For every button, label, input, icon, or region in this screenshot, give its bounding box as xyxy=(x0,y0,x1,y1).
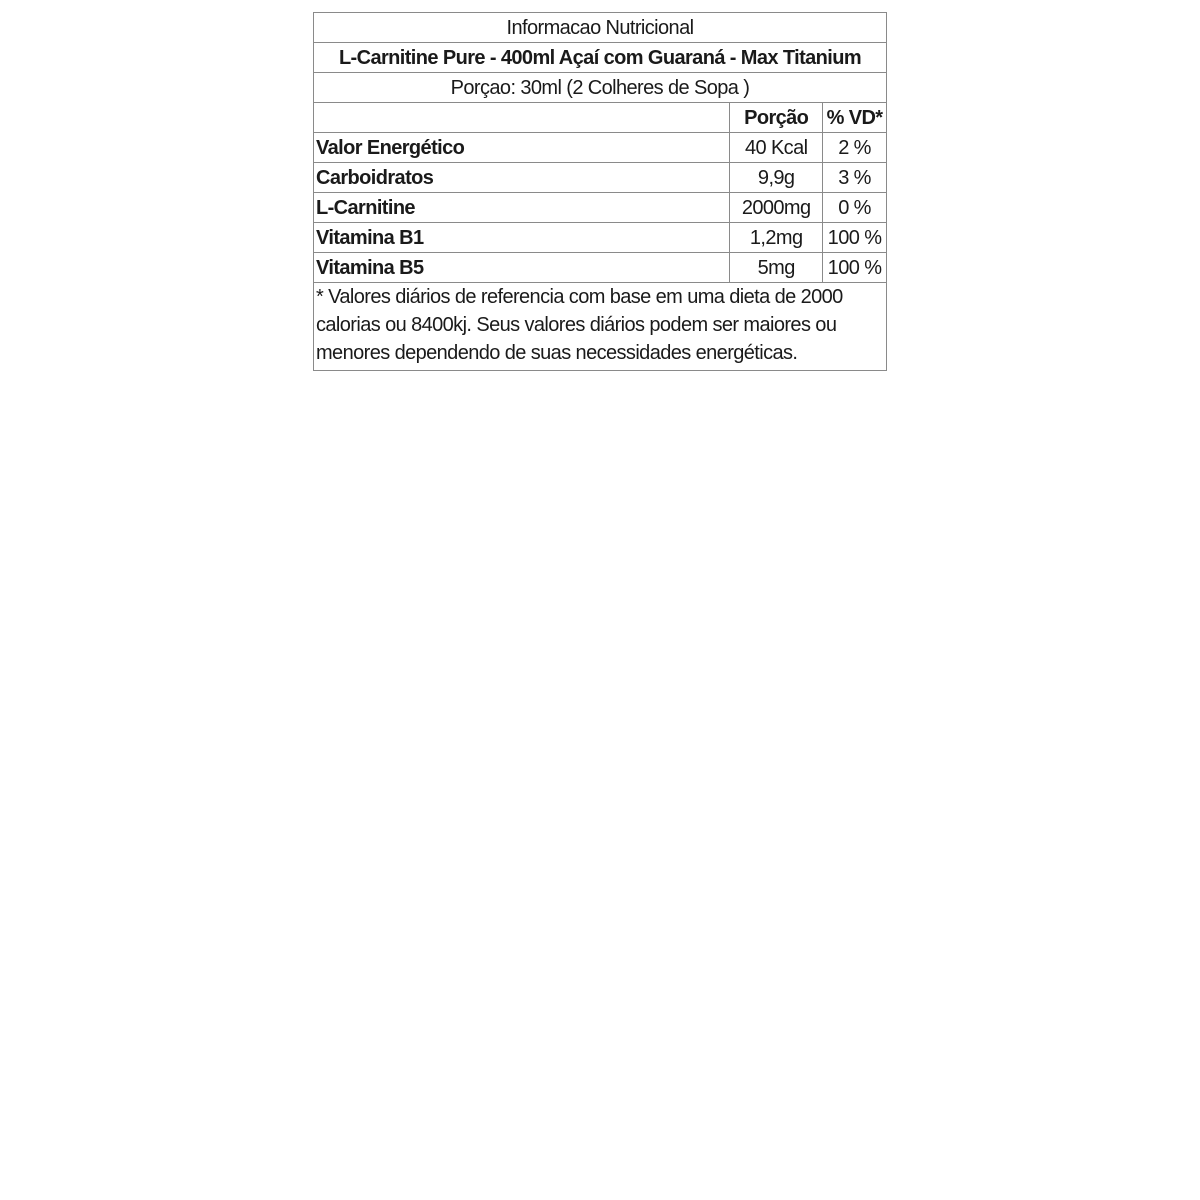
nutrient-name: Carboidratos xyxy=(314,163,730,193)
serving-size: Porçao: 30ml (2 Colheres de Sopa ) xyxy=(314,73,887,103)
footnote-line: * Valores diários de referencia com base em uma dieta de 2000 xyxy=(316,286,843,308)
table-row xyxy=(314,133,887,163)
product-row xyxy=(314,43,887,73)
nutrient-name: L-Carnitine xyxy=(314,193,730,223)
nutrient-portion: 40 Kcal xyxy=(730,133,823,163)
table-title: Informacao Nutricional xyxy=(314,13,887,43)
table-row xyxy=(314,163,887,193)
nutrient-portion: 1,2mg xyxy=(730,223,823,253)
nutrient-daily-value: 0 % xyxy=(823,193,887,223)
nutrient-name: Vitamina B1 xyxy=(314,223,730,253)
nutrient-daily-value: 2 % xyxy=(823,133,887,163)
table-row xyxy=(314,253,887,283)
nutrient-daily-value: 3 % xyxy=(823,163,887,193)
nutrient-daily-value: 100 % xyxy=(823,223,887,253)
table-row xyxy=(314,193,887,223)
nutrient-name: Vitamina B5 xyxy=(314,253,730,283)
header-daily-value: % VD* xyxy=(823,103,887,133)
nutrition-facts-table xyxy=(313,12,887,371)
nutrient-portion: 5mg xyxy=(730,253,823,283)
header-portion: Porção xyxy=(730,103,823,133)
nutrient-portion: 2000mg xyxy=(730,193,823,223)
serving-row xyxy=(314,73,887,103)
nutrient-portion: 9,9g xyxy=(730,163,823,193)
column-header-row xyxy=(314,103,887,133)
nutrient-name: Valor Energético xyxy=(314,133,730,163)
header-blank-cell xyxy=(314,103,730,133)
footnote xyxy=(314,283,887,371)
footnote-row xyxy=(314,283,887,371)
nutrient-daily-value: 100 % xyxy=(823,253,887,283)
title-row xyxy=(314,13,887,43)
product-name: L-Carnitine Pure - 400ml Açaí com Guaraná - Max Titanium xyxy=(314,43,887,73)
footnote-line: calorias ou 8400kj. Seus valores diários podem ser maiores ou xyxy=(316,314,837,336)
footnote-line: menores dependendo de suas necessidades energéticas. xyxy=(316,342,798,364)
table-row xyxy=(314,223,887,253)
